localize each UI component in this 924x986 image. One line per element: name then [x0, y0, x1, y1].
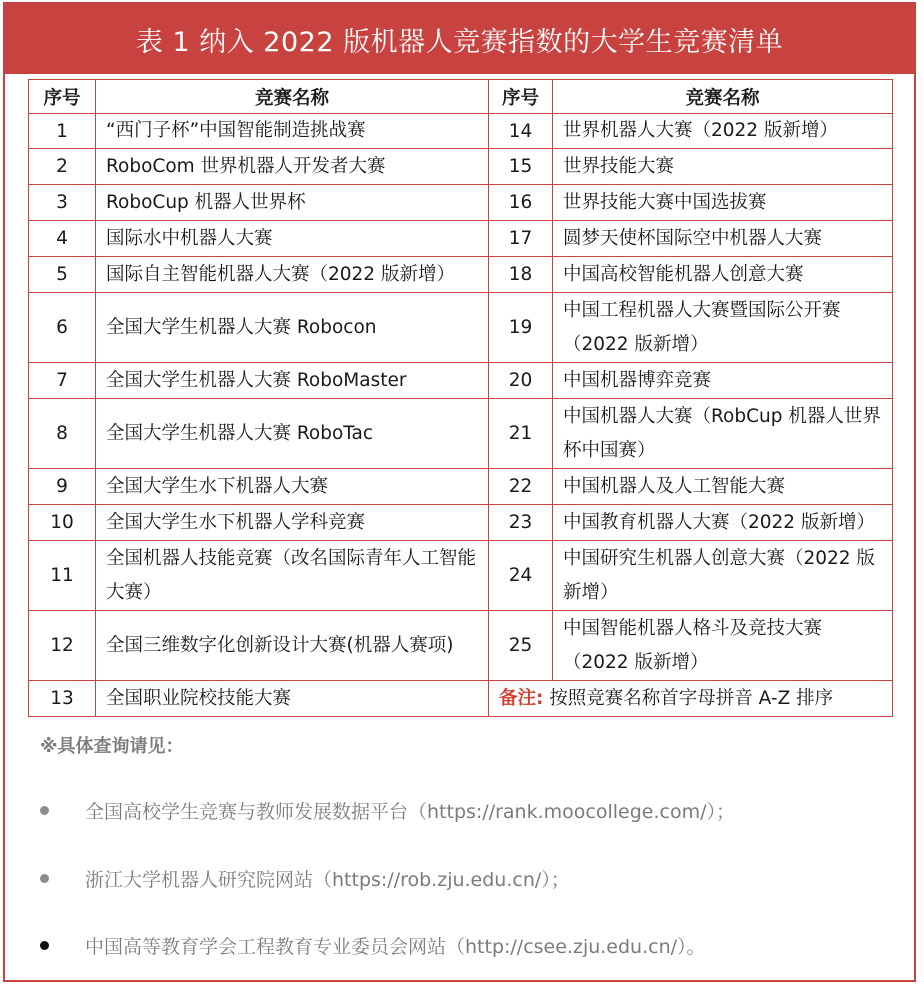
competition-name: 全国大学生机器人大赛 RoboTac	[96, 399, 489, 469]
row-number: 23	[489, 505, 553, 541]
competition-name: 中国高校智能机器人创意大赛	[553, 257, 893, 293]
reference-item	[40, 797, 735, 824]
table-row	[29, 257, 893, 293]
competition-name: 世界技能大赛中国选拔赛	[553, 185, 893, 221]
competition-name: 全国大学生机器人大赛 Robocon	[96, 293, 489, 363]
competition-name: 中国工程机器人大赛暨国际公开赛（2022 版新增）	[553, 293, 893, 363]
competition-name: 世界技能大赛	[553, 149, 893, 185]
row-number: 7	[29, 363, 96, 399]
row-number: 25	[489, 611, 553, 681]
row-number: 11	[29, 541, 96, 611]
competition-name: 全国三维数字化创新设计大赛(机器人赛项)	[96, 611, 489, 681]
reference-item	[40, 865, 570, 892]
row-number: 9	[29, 469, 96, 505]
row-number: 3	[29, 185, 96, 221]
note-text: 按照竞赛名称首字母拼音 A-Z 排序	[549, 687, 834, 709]
header-num-left: 序号	[29, 80, 96, 114]
row-number: 16	[489, 185, 553, 221]
table-header-row	[29, 80, 893, 114]
row-number: 1	[29, 114, 96, 149]
competition-name: 世界机器人大赛（2022 版新增）	[553, 114, 893, 149]
reference-link-text[interactable]: 中国高等教育学会工程教育专业委员会网站（http://csee.zju.edu.cn/）。	[85, 936, 706, 958]
row-number: 18	[489, 257, 553, 293]
competition-name: 全国大学生机器人大赛 RoboMaster	[96, 363, 489, 399]
competition-name: 全国大学生水下机器人学科竞赛	[96, 505, 489, 541]
competition-name: 全国大学生水下机器人大赛	[96, 469, 489, 505]
table-row	[29, 149, 893, 185]
header-num-right: 序号	[489, 80, 553, 114]
row-number: 8	[29, 399, 96, 469]
reference-item	[40, 932, 706, 959]
row-number: 19	[489, 293, 553, 363]
row-number: 2	[29, 149, 96, 185]
competition-name: 中国机器博弈竞赛	[553, 363, 893, 399]
table-row	[29, 611, 893, 681]
competition-name: 中国智能机器人格斗及竞技大赛（2022 版新增）	[553, 611, 893, 681]
row-number: 12	[29, 611, 96, 681]
row-number: 4	[29, 221, 96, 257]
competition-name: RoboCup 机器人世界杯	[96, 185, 489, 221]
table-row	[29, 681, 893, 717]
references-heading: ※具体查询请见：	[40, 736, 184, 757]
row-number: 5	[29, 257, 96, 293]
competition-name: 全国机器人技能竞赛（改名国际青年人工智能大赛）	[96, 541, 489, 611]
table-row	[29, 363, 893, 399]
row-number: 20	[489, 363, 553, 399]
row-number: 15	[489, 149, 553, 185]
row-number: 10	[29, 505, 96, 541]
row-number: 13	[29, 681, 96, 717]
reference-link-text[interactable]: 浙江大学机器人研究院网站（https://rob.zju.edu.cn/）；	[85, 869, 570, 891]
competition-name: 中国研究生机器人创意大赛（2022 版新增）	[553, 541, 893, 611]
table-note	[489, 681, 893, 717]
table-title: 表 1 纳入 2022 版机器人竞赛指数的大学生竞赛清单	[5, 4, 914, 74]
row-number: 24	[489, 541, 553, 611]
row-number: 22	[489, 469, 553, 505]
table-row	[29, 221, 893, 257]
table-row	[29, 469, 893, 505]
competition-name: 国际水中机器人大赛	[96, 221, 489, 257]
table-row	[29, 293, 893, 363]
row-number: 21	[489, 399, 553, 469]
header-name-right: 竞赛名称	[553, 80, 893, 114]
reference-link-text[interactable]: 全国高校学生竞赛与教师发展数据平台（https://rank.moocollege.com/）；	[85, 801, 735, 823]
table-row	[29, 505, 893, 541]
competition-name: 圆梦天使杯国际空中机器人大赛	[553, 221, 893, 257]
table-row	[29, 399, 893, 469]
competition-name: 国际自主智能机器人大赛（2022 版新增）	[96, 257, 489, 293]
bullet-icon	[40, 941, 49, 950]
competition-name: 中国机器人及人工智能大赛	[553, 469, 893, 505]
row-number: 14	[489, 114, 553, 149]
table-row	[29, 185, 893, 221]
note-label: 备注:	[499, 687, 544, 709]
header-name-left: 竞赛名称	[96, 80, 489, 114]
competition-name: 中国机器人大赛（RobCup 机器人世界杯中国赛）	[553, 399, 893, 469]
table-row	[29, 114, 893, 149]
competition-name: “西门子杯”中国智能制造挑战赛	[96, 114, 489, 149]
competition-name: RoboCom 世界机器人开发者大赛	[96, 149, 489, 185]
row-number: 17	[489, 221, 553, 257]
bullet-icon	[40, 806, 49, 815]
competition-name: 中国教育机器人大赛（2022 版新增）	[553, 505, 893, 541]
bullet-icon	[40, 874, 49, 883]
competition-name: 全国职业院校技能大赛	[96, 681, 489, 717]
competition-table	[28, 79, 893, 717]
row-number: 6	[29, 293, 96, 363]
table-row	[29, 541, 893, 611]
